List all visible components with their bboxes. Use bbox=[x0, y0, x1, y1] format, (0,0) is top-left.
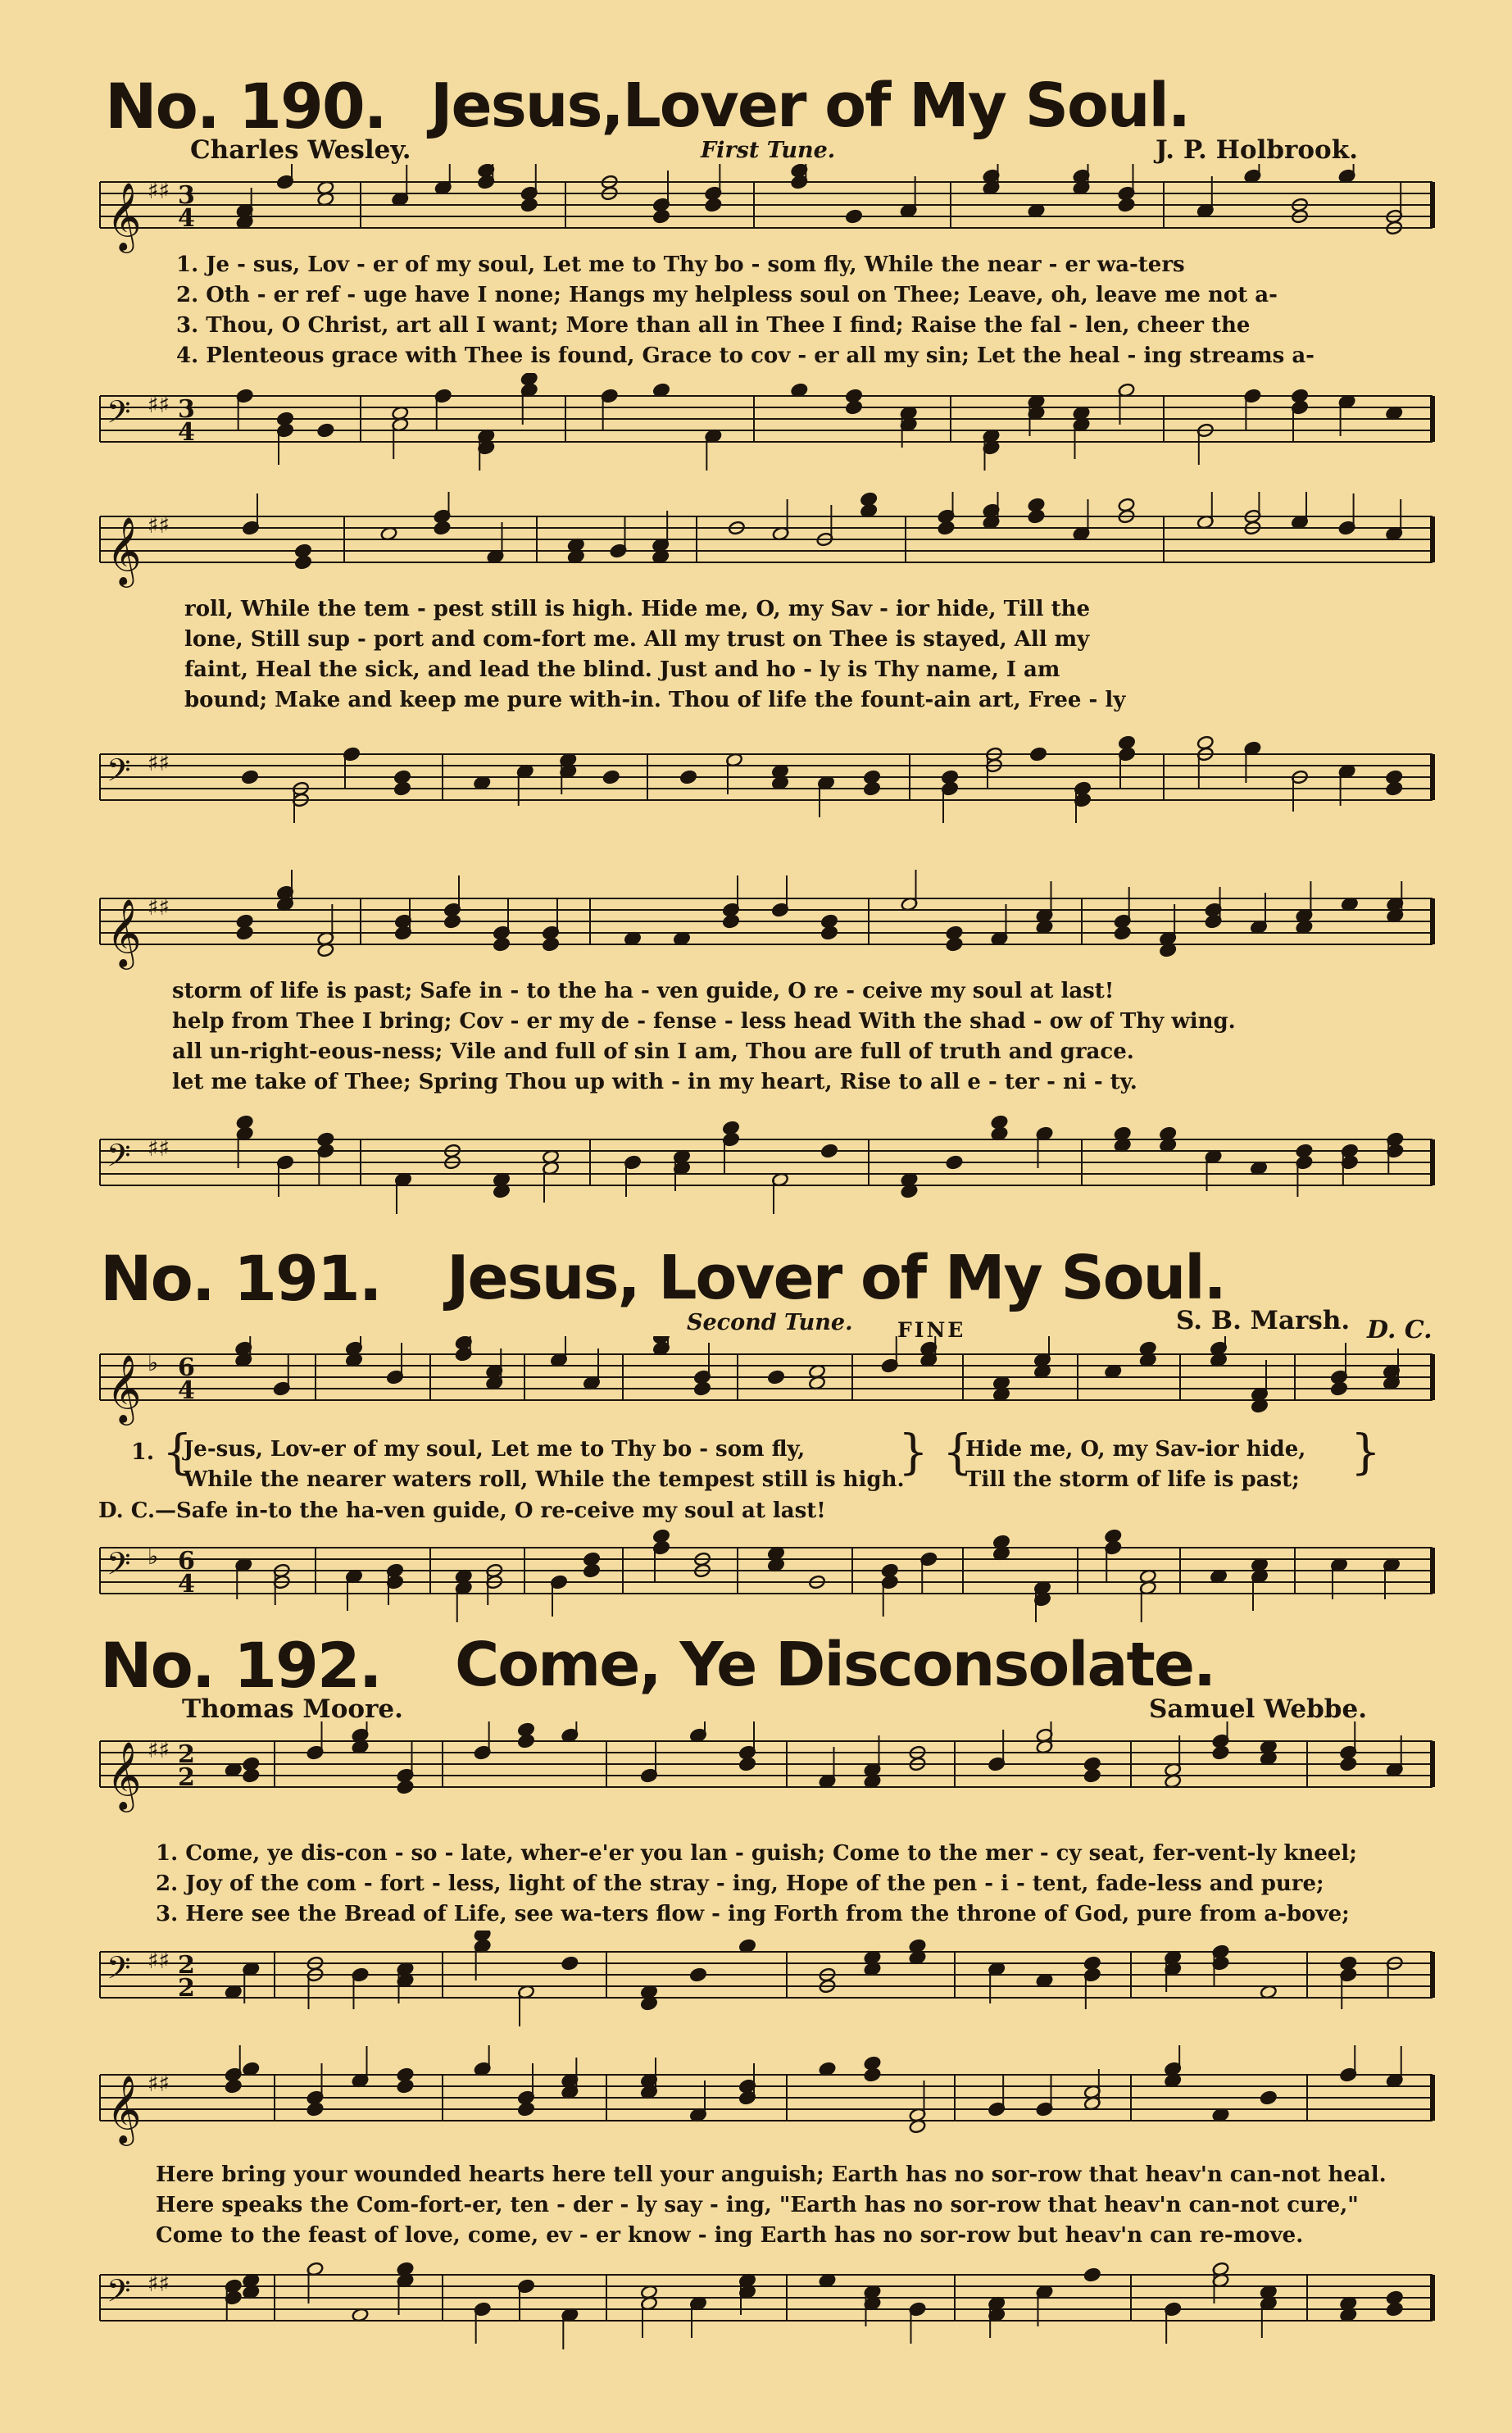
hymn-190-verse-4: 4. Plenteous grace with Thee is found, Grace to cov - er all my sin; Let the heal - ing streams a- bbox=[176, 343, 1314, 368]
hymn-192-verse-3: 3. Here see the Bread of Life, see wa-ters flow - ing Forth from the throne of God, pure from a-bove; bbox=[156, 1902, 1350, 1926]
note-head bbox=[583, 1563, 600, 1578]
note-head bbox=[1083, 1956, 1101, 1971]
hymn-190-tune-label: First Tune. bbox=[701, 138, 836, 163]
note-head bbox=[722, 1121, 739, 1135]
time-signature-top: 6 bbox=[178, 1547, 195, 1576]
note-head bbox=[820, 1144, 838, 1158]
note-head bbox=[767, 1370, 784, 1385]
note-head bbox=[705, 198, 722, 212]
hymn-190-system-1-treble-staff bbox=[0, 164, 1512, 257]
note-head bbox=[946, 937, 963, 952]
hymn-191-dc-label: D. C. bbox=[1367, 1316, 1433, 1344]
key-signature-icon: ♯♯ bbox=[148, 2270, 170, 2297]
key-signature-icon: ♭ bbox=[148, 1349, 159, 1376]
hymn-190-system-3-treble-staff bbox=[0, 869, 1512, 979]
hymn-191-title: Jesus, Lover of My Soul. bbox=[447, 1243, 1225, 1313]
hymn-191-fine-label: FINE bbox=[897, 1318, 966, 1342]
note-head bbox=[881, 1563, 898, 1578]
hymn-191-line-3: Hide me, O, my Sav-ior hide, bbox=[965, 1437, 1306, 1462]
note-head bbox=[443, 914, 461, 929]
note-head bbox=[738, 1757, 756, 1771]
note-head bbox=[397, 2067, 414, 2082]
note-head bbox=[493, 937, 510, 952]
key-signature-icon: ♯♯ bbox=[148, 177, 170, 204]
time-signature-bottom: 2 bbox=[178, 1763, 195, 1792]
hymn-192-system-2-treble-staff bbox=[0, 2045, 1512, 2163]
hymn-191-treble-staff bbox=[0, 1336, 1512, 1430]
note-head bbox=[863, 770, 880, 784]
key-signature-icon: ♯♯ bbox=[148, 1135, 170, 1162]
hymn-190-system-2-treble-staff bbox=[0, 492, 1512, 593]
hymn-191-line-1: Je-sus, Lov-er of my soul, Let me to Thy bo - som fly, bbox=[184, 1437, 806, 1462]
note-head bbox=[294, 555, 311, 570]
note-head bbox=[243, 1768, 260, 1783]
note-head bbox=[1386, 781, 1403, 796]
hymn-191-line-4: Till the storm of life is past; bbox=[965, 1467, 1300, 1492]
time-signature-top: 2 bbox=[178, 1740, 195, 1769]
hymn-190-final-line-3: all un-right-eous-ness; Vile and full of sin I am, Thou are full of truth and grace. bbox=[172, 1039, 1134, 1064]
note-head bbox=[722, 914, 739, 929]
note-head bbox=[991, 1115, 1008, 1130]
note-head bbox=[276, 412, 293, 426]
note-head bbox=[517, 1722, 534, 1737]
note-head bbox=[1260, 2090, 1277, 2105]
bass-clef-icon: 𝄢 bbox=[107, 1545, 131, 1589]
hymn-191-bass-staff bbox=[0, 1525, 1512, 1626]
note-head bbox=[1196, 735, 1214, 750]
hymn-192-words-by: Thomas Moore. bbox=[182, 1694, 403, 1724]
note-head bbox=[1083, 2267, 1101, 2282]
hymn-190-refrain-line-2: lone, Still sup - port and com-fort me. All my trust on Thee is stayed, All my bbox=[184, 627, 1090, 652]
bass-clef-icon: 𝄢 bbox=[107, 393, 131, 438]
treble-clef-icon: 𝄞 bbox=[107, 1740, 142, 1809]
note-head bbox=[845, 209, 862, 224]
hymn-190-system-1-bass-staff bbox=[0, 373, 1512, 475]
key-signature-icon: ♭ bbox=[148, 1543, 159, 1570]
time-signature-bottom: 4 bbox=[178, 1570, 195, 1599]
note-head bbox=[1118, 735, 1135, 750]
note-head bbox=[1296, 1144, 1313, 1158]
note-head bbox=[236, 914, 253, 929]
note-head bbox=[1212, 1745, 1229, 1760]
note-head bbox=[1291, 389, 1308, 403]
treble-clef-icon: 𝄞 bbox=[107, 181, 142, 250]
note-head bbox=[393, 781, 411, 796]
hymn-190-title: Jesus,Lover of My Soul. bbox=[430, 70, 1190, 141]
note-head bbox=[602, 770, 620, 784]
note-head bbox=[679, 770, 697, 784]
hymn-192-refrain-line-2: Here speaks the Com-fort-er, ten - der - ly say - ing, "Earth has no sor-row that heav'n can-not cure," bbox=[156, 2193, 1359, 2217]
treble-clef-icon: 𝄞 bbox=[107, 2074, 142, 2143]
note-head bbox=[652, 209, 670, 224]
hymn-192-music-by: Samuel Webbe. bbox=[1149, 1694, 1367, 1724]
key-signature-icon: ♯♯ bbox=[148, 1736, 170, 1763]
time-signature-bottom: 2 bbox=[178, 1974, 195, 2003]
hymn-190-words-by: Charles Wesley. bbox=[190, 135, 411, 165]
hymn-190-verse-1: 1. Je - sus, Lov - er of my soul, Let me to Thy bo - som fly, While the near - er wa-ters bbox=[176, 252, 1185, 277]
hymn-192-verse-2: 2. Joy of the com - fort - less, light of the stray - ing, Hope of the pen - i - tent, fade-less and pure; bbox=[156, 1871, 1324, 1896]
hymn-190-refrain-line-4: bound; Make and keep me pure with-in. Thou of life the fount-ain art, Free - ly bbox=[184, 688, 1126, 712]
treble-clef-icon: 𝄞 bbox=[107, 898, 142, 966]
hymn-191-music-by: S. B. Marsh. bbox=[1176, 1306, 1351, 1335]
bass-clef-icon: 𝄢 bbox=[107, 1949, 131, 1994]
hymn-190-verse-3: 3. Thou, O Christ, art all I want; More than all in Thee I find; Raise the fal - len, cheer the bbox=[176, 313, 1251, 338]
time-signature-top: 3 bbox=[178, 181, 195, 210]
note-head bbox=[241, 770, 258, 784]
note-head bbox=[938, 521, 955, 535]
hymn-191-dc-line: D. C.—Safe in-to the ha-ven guide, O re-ceive my soul at last! bbox=[98, 1498, 826, 1523]
note-head bbox=[397, 1780, 414, 1794]
hymn-191-mid-brace-close: } bbox=[898, 1424, 929, 1480]
note-head bbox=[689, 1967, 706, 1982]
hymn-192-number: No. 192. bbox=[100, 1629, 381, 1702]
note-head bbox=[561, 1956, 579, 1971]
note-head bbox=[517, 2102, 534, 2117]
note-head bbox=[520, 198, 538, 212]
hymn-190-music-by: J. P. Holbrook. bbox=[1156, 135, 1358, 165]
treble-clef-icon: 𝄞 bbox=[107, 516, 142, 584]
note-head bbox=[693, 1381, 711, 1396]
time-signature-top: 6 bbox=[178, 1353, 195, 1382]
note-head bbox=[225, 2079, 242, 2094]
note-head bbox=[864, 2056, 881, 2071]
key-signature-icon: ♯♯ bbox=[148, 391, 170, 418]
note-head bbox=[434, 521, 451, 535]
hymn-191-left-brace: { bbox=[162, 1424, 193, 1480]
hymn-191-line-2: While the nearer waters roll, While the tempest still is high. bbox=[184, 1467, 905, 1492]
key-signature-icon: ♯♯ bbox=[148, 2070, 170, 2097]
hymn-190-system-2-bass-staff bbox=[0, 721, 1512, 856]
hymn-191-stanza-number: 1. bbox=[131, 1439, 155, 1465]
note-head bbox=[306, 2102, 324, 2117]
note-head bbox=[1029, 747, 1047, 762]
hymn-190-refrain-line-3: faint, Heal the sick, and lead the blind. Just and ho - ly is Thy name, I am bbox=[184, 657, 1060, 682]
note-head bbox=[1083, 1768, 1101, 1783]
key-signature-icon: ♯♯ bbox=[148, 894, 170, 921]
bass-clef-icon: 𝄢 bbox=[107, 752, 131, 796]
note-head bbox=[820, 914, 838, 929]
hymn-191-right-brace: } bbox=[1351, 1424, 1381, 1480]
note-head bbox=[542, 937, 559, 952]
hymn-192-title: Come, Ye Disconsolate. bbox=[455, 1630, 1215, 1700]
hymn-190-system-3-bass-staff bbox=[0, 1107, 1512, 1249]
hymn-190-refrain-line-1: roll, While the tem - pest still is high. Hide me, O, my Sav - ior hide, Till the bbox=[184, 597, 1091, 621]
hymn-190-verse-2: 2. Oth - er ref - uge have I none; Hangs my helpless soul on Thee; Leave, oh, leave me not a- bbox=[176, 283, 1278, 307]
note-head bbox=[652, 1529, 670, 1544]
note-head bbox=[520, 373, 538, 386]
note-head bbox=[1340, 1757, 1357, 1771]
note-head bbox=[845, 389, 862, 403]
key-signature-icon: ♯♯ bbox=[148, 1947, 170, 1974]
hymn-191-tune-label: Second Tune. bbox=[687, 1310, 853, 1335]
note-head bbox=[1386, 2302, 1403, 2317]
note-head bbox=[1340, 1956, 1357, 1971]
note-head bbox=[317, 1132, 334, 1147]
hymn-190-number: No. 190. bbox=[105, 70, 386, 143]
hymn-192-refrain-line-3: Come to the feast of love, come, ev - er know - ing Earth has no sor-row but heav'n can re-move. bbox=[156, 2223, 1304, 2248]
note-head bbox=[1118, 198, 1135, 212]
time-signature-top: 2 bbox=[178, 1951, 195, 1980]
note-head bbox=[317, 423, 334, 438]
bass-clef-icon: 𝄢 bbox=[107, 2272, 131, 2317]
hymn-191-number: No. 191. bbox=[100, 1242, 381, 1315]
hymn-192-system-1-bass-staff bbox=[0, 1930, 1512, 2040]
hymn-192-system-2-bass-staff bbox=[0, 2250, 1512, 2376]
key-signature-icon: ♯♯ bbox=[148, 749, 170, 776]
note-head bbox=[1114, 925, 1131, 940]
note-head bbox=[860, 492, 877, 507]
time-signature-top: 3 bbox=[178, 395, 195, 424]
note-head bbox=[236, 1115, 253, 1130]
note-head bbox=[1118, 498, 1135, 512]
note-head bbox=[1330, 1381, 1347, 1396]
hymn-190-final-line-4: let me take of Thee; Spring Thou up with - in my heart, Rise to all e - ter - ni - ty. bbox=[172, 1070, 1137, 1094]
time-signature-bottom: 4 bbox=[178, 1376, 195, 1405]
hymn-192-refrain-line-1: Here bring your wounded hearts here tell your anguish; Earth has no sor-row that heav'n can-not heal. bbox=[156, 2162, 1387, 2187]
note-head bbox=[1105, 1529, 1122, 1544]
note-head bbox=[946, 1155, 963, 1170]
note-head bbox=[474, 1930, 491, 1942]
hymn-190-final-line-1: storm of life is past; Safe in - to the ha - ven guide, O re - ceive my soul at last! bbox=[172, 979, 1115, 1003]
hymn-192-verse-1: 1. Come, ye dis-con - so - late, wher-e'er you lan - guish; Come to the mer - cy seat, fer-vent-ly kneel; bbox=[156, 1841, 1357, 1866]
hymn-191-mid-brace-open: { bbox=[942, 1424, 973, 1480]
note-head bbox=[1028, 498, 1045, 512]
treble-clef-icon: 𝄞 bbox=[107, 1353, 142, 1422]
key-signature-icon: ♯♯ bbox=[148, 512, 170, 539]
time-signature-bottom: 4 bbox=[178, 418, 195, 447]
time-signature-bottom: 4 bbox=[178, 204, 195, 233]
hymn-190-final-line-2: help from Thee I bring; Cov - er my de - fense - less head With the shad - ow of Thy wing. bbox=[172, 1009, 1236, 1034]
note-head bbox=[941, 770, 958, 784]
hymn-192-system-1-treble-staff bbox=[0, 1721, 1512, 1831]
bass-clef-icon: 𝄢 bbox=[107, 1137, 131, 1181]
